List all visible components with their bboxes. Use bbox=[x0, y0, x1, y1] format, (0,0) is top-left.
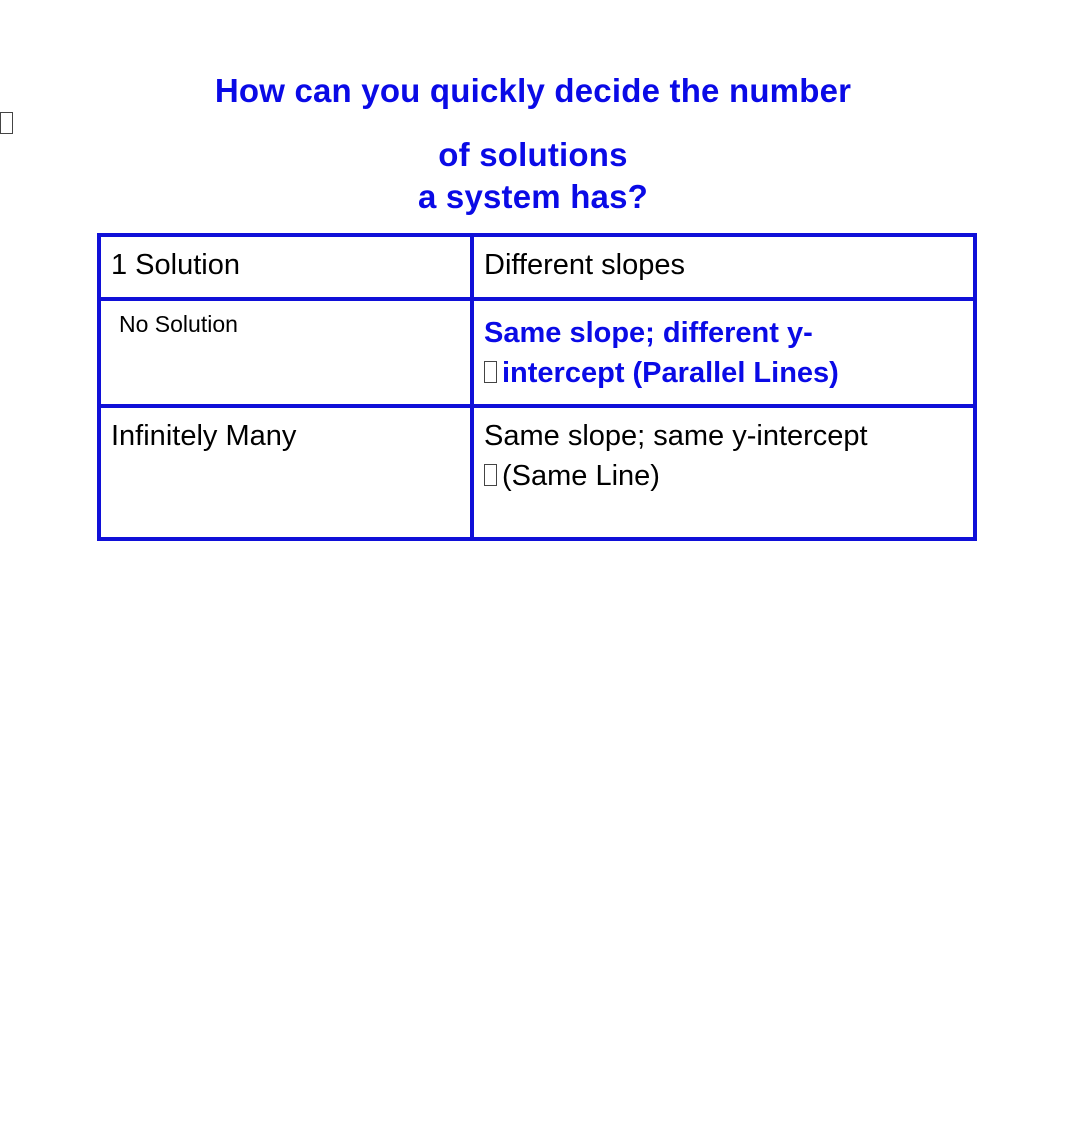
description-line: Different slopes bbox=[484, 249, 685, 281]
description-line-text: (Same Line) bbox=[502, 460, 660, 492]
highlighted-description bbox=[484, 313, 963, 393]
description-line-text: intercept (Parallel Lines) bbox=[502, 357, 839, 389]
table-row bbox=[99, 235, 975, 299]
missing-glyph-box-icon bbox=[484, 464, 497, 486]
case-cell bbox=[99, 299, 472, 406]
description-line: Same slope; different y- bbox=[484, 317, 813, 349]
case-cell bbox=[99, 235, 472, 299]
case-label: No Solution bbox=[119, 311, 238, 337]
title-line-1-end: of solutions bbox=[438, 136, 628, 173]
case-label: Infinitely Many bbox=[111, 420, 297, 452]
solutions-table bbox=[97, 233, 977, 541]
case-cell bbox=[99, 406, 472, 539]
page-title bbox=[0, 70, 1066, 218]
missing-glyph-box-icon bbox=[484, 361, 497, 383]
title-line-1 bbox=[0, 70, 1066, 176]
description-cell bbox=[472, 406, 975, 539]
missing-glyph-box-icon bbox=[0, 112, 13, 134]
title-line-2: a system has? bbox=[417, 178, 649, 215]
table-row bbox=[99, 299, 975, 406]
description-line-wrap bbox=[484, 456, 963, 496]
description-cell bbox=[472, 235, 975, 299]
case-label: 1 Solution bbox=[111, 249, 240, 281]
description-line: Same slope; same y-intercept bbox=[484, 420, 868, 452]
description-cell bbox=[472, 299, 975, 406]
title-line-1-start: How can you quickly decide the number bbox=[214, 72, 852, 109]
description-line-wrap bbox=[484, 353, 963, 393]
table-row bbox=[99, 406, 975, 539]
